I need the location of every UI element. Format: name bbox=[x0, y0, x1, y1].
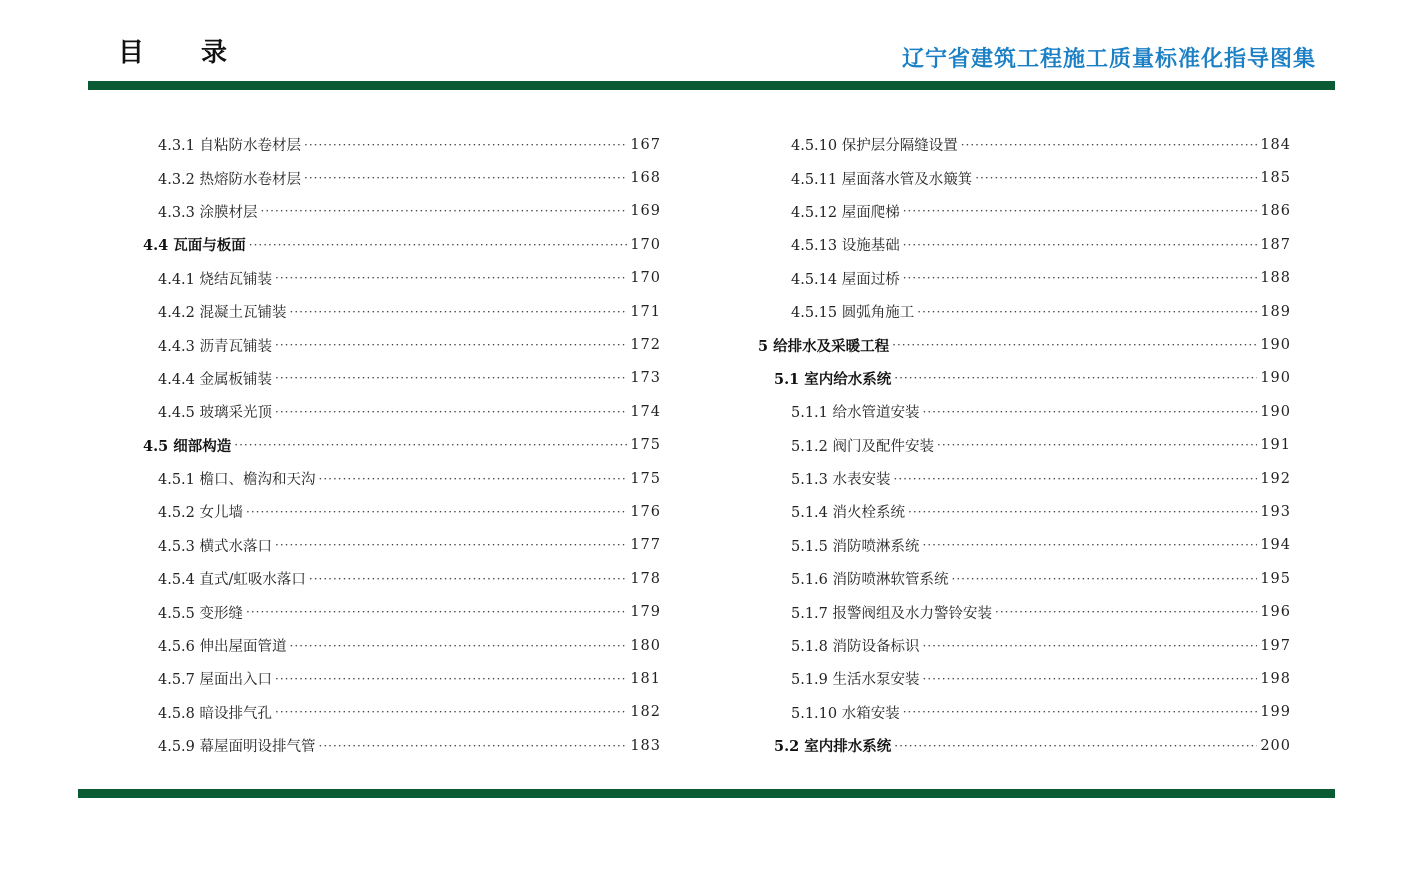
header-divider bbox=[88, 81, 1335, 90]
toc-entry-page: 191 bbox=[1260, 437, 1291, 454]
toc-column-right bbox=[758, 128, 1291, 762]
toc-entry-label: 5.1.4 消火栓系统 bbox=[791, 505, 906, 522]
toc-leader-dots bbox=[304, 171, 627, 185]
toc-entry-page: 173 bbox=[630, 370, 661, 387]
toc-entry-page: 200 bbox=[1260, 737, 1291, 754]
toc-entry-label: 4.5 细部构造 bbox=[143, 437, 232, 455]
toc-entry-label: 5.1.10 水箱安装 bbox=[791, 705, 900, 722]
toc-entry-page: 180 bbox=[630, 637, 661, 654]
toc-entry[interactable] bbox=[758, 462, 1291, 495]
toc-entry-page: 195 bbox=[1260, 570, 1291, 587]
toc-leader-dots bbox=[261, 204, 628, 218]
toc-leader-dots bbox=[892, 338, 1257, 352]
toc-leader-dots bbox=[903, 238, 1258, 252]
toc-leader-dots bbox=[937, 438, 1257, 452]
toc-entry-label: 4.5.14 屋面过桥 bbox=[791, 271, 900, 288]
toc-entry[interactable] bbox=[758, 562, 1291, 595]
toc-entry-page: 179 bbox=[630, 604, 661, 621]
toc-leader-dots bbox=[309, 572, 627, 586]
toc-entry-label: 5.1.6 消防喷淋软管系统 bbox=[791, 572, 949, 589]
toc-entry-label: 5.1.7 报警阀组及水力警铃安装 bbox=[791, 605, 993, 622]
toc-entry[interactable] bbox=[143, 429, 661, 462]
toc-leader-dots bbox=[290, 639, 628, 653]
toc-leader-dots bbox=[903, 271, 1258, 285]
toc-leader-dots bbox=[975, 171, 1257, 185]
toc-leader-dots bbox=[246, 505, 627, 519]
toc-entry-label: 4.5.4 直式/虹吸水落口 bbox=[158, 572, 306, 589]
toc-entry-page: 178 bbox=[630, 570, 661, 587]
toc-entry[interactable] bbox=[758, 662, 1291, 695]
toc-entry-label: 5.1 室内给水系统 bbox=[774, 370, 892, 388]
toc-entry[interactable] bbox=[758, 696, 1291, 729]
toc-entry-page: 190 bbox=[1260, 337, 1291, 354]
toc-entry[interactable] bbox=[758, 161, 1291, 194]
toc-entry[interactable] bbox=[143, 295, 661, 328]
toc-entry-label: 5.1.8 消防设备标识 bbox=[791, 639, 920, 656]
toc-entry[interactable] bbox=[758, 595, 1291, 628]
toc-entry[interactable] bbox=[758, 128, 1291, 161]
toc-leader-dots bbox=[917, 305, 1257, 319]
toc-entry-label: 5.1.2 阀门及配件安装 bbox=[791, 438, 935, 455]
toc-entry-label: 4.5.1 檐口、檐沟和天沟 bbox=[158, 472, 316, 489]
toc-entry-label: 4.5.15 圆弧角施工 bbox=[791, 305, 915, 322]
toc-entry-page: 199 bbox=[1260, 704, 1291, 721]
toc-entry-page: 190 bbox=[1260, 370, 1291, 387]
toc-leader-dots bbox=[894, 371, 1257, 385]
toc-entry-label: 4.4.2 混凝土瓦铺装 bbox=[158, 305, 287, 322]
toc-leader-dots bbox=[894, 472, 1258, 486]
toc-leader-dots bbox=[234, 438, 627, 452]
toc-entry-label: 5.1.5 消防喷淋系统 bbox=[791, 538, 920, 555]
toc-leader-dots bbox=[903, 204, 1258, 218]
toc-entry-label: 4.3.3 涂膜材层 bbox=[158, 204, 258, 221]
toc-entry-label: 4.4 瓦面与板面 bbox=[143, 237, 246, 255]
toc-leader-dots bbox=[923, 405, 1258, 419]
toc-entry-page: 170 bbox=[630, 270, 661, 287]
toc-entry-page: 185 bbox=[1260, 170, 1291, 187]
toc-entry[interactable] bbox=[758, 195, 1291, 228]
toc-entry-label: 4.5.9 幕屋面明设排气管 bbox=[158, 739, 316, 756]
toc-entry-page: 192 bbox=[1260, 470, 1291, 487]
page-title: 目 录 bbox=[118, 38, 252, 68]
toc-entry[interactable] bbox=[143, 195, 661, 228]
toc-entry[interactable] bbox=[143, 495, 661, 528]
toc-leader-dots bbox=[903, 705, 1258, 719]
toc-entry-label: 4.5.5 变形缝 bbox=[158, 605, 244, 622]
toc-leader-dots bbox=[319, 472, 628, 486]
toc-entry[interactable] bbox=[143, 729, 661, 762]
toc-entry-label: 4.5.8 暗设排气孔 bbox=[158, 705, 273, 722]
toc-entry[interactable] bbox=[758, 495, 1291, 528]
toc-entry-page: 194 bbox=[1260, 537, 1291, 554]
toc-entry-page: 172 bbox=[630, 337, 661, 354]
toc-entry[interactable] bbox=[758, 328, 1291, 361]
toc-entry-label: 5.2 室内排水系统 bbox=[774, 738, 892, 756]
toc-leader-dots bbox=[995, 605, 1257, 619]
document-brand-title: 辽宁省建筑工程施工质量标准化指导图集 bbox=[901, 47, 1316, 72]
toc-entry-page: 190 bbox=[1260, 403, 1291, 420]
toc-entry[interactable] bbox=[758, 228, 1291, 261]
toc-entry-page: 175 bbox=[630, 470, 661, 487]
toc-leader-dots bbox=[275, 271, 627, 285]
toc-entry-page: 188 bbox=[1260, 270, 1291, 287]
toc-entry-label: 5 给排水及采暖工程 bbox=[758, 337, 890, 355]
toc-entry-label: 4.5.3 横式水落口 bbox=[158, 538, 273, 555]
toc-entry-page: 189 bbox=[1260, 303, 1291, 320]
toc-entry[interactable] bbox=[758, 295, 1291, 328]
toc-entry[interactable] bbox=[758, 729, 1291, 762]
toc-entry-label: 4.5.13 设施基础 bbox=[791, 238, 900, 255]
toc-entry-page: 196 bbox=[1260, 604, 1291, 621]
toc-entry-label: 4.5.6 伸出屋面管道 bbox=[158, 639, 287, 656]
toc-entry[interactable] bbox=[143, 529, 661, 562]
toc-entry-label: 4.5.12 屋面爬梯 bbox=[791, 204, 900, 221]
toc-entry[interactable] bbox=[143, 328, 661, 361]
toc-leader-dots bbox=[275, 405, 627, 419]
toc-entry-label: 4.4.4 金属板铺装 bbox=[158, 371, 273, 388]
toc-leader-dots bbox=[304, 138, 627, 152]
toc-entry-label: 4.4.1 烧结瓦铺装 bbox=[158, 271, 273, 288]
footer-divider bbox=[78, 789, 1335, 798]
toc-leader-dots bbox=[246, 605, 627, 619]
toc-leader-dots bbox=[275, 672, 627, 686]
toc-entry-label: 4.5.2 女儿墙 bbox=[158, 505, 244, 522]
toc-entry-label: 5.1.9 生活水泵安装 bbox=[791, 672, 920, 689]
toc-entry[interactable] bbox=[758, 395, 1291, 428]
toc-entry-label: 4.3.2 热熔防水卷材层 bbox=[158, 171, 302, 188]
toc-entry-page: 167 bbox=[630, 136, 661, 153]
toc-entry[interactable] bbox=[758, 629, 1291, 662]
toc-leader-dots bbox=[275, 705, 627, 719]
toc-entry[interactable] bbox=[143, 662, 661, 695]
toc-entry-label: 4.5.11 屋面落水管及水簸箕 bbox=[791, 171, 973, 188]
toc-entry-page: 193 bbox=[1260, 503, 1291, 520]
toc-entry-page: 174 bbox=[630, 403, 661, 420]
toc-entry-page: 169 bbox=[630, 203, 661, 220]
toc-leader-dots bbox=[894, 739, 1257, 753]
toc-entry[interactable] bbox=[143, 562, 661, 595]
toc-leader-dots bbox=[923, 672, 1258, 686]
toc-leader-dots bbox=[290, 305, 628, 319]
toc-leader-dots bbox=[249, 238, 628, 252]
toc-leader-dots bbox=[923, 639, 1258, 653]
toc-entry[interactable] bbox=[758, 529, 1291, 562]
toc-leader-dots bbox=[319, 739, 628, 753]
toc-entry-label: 4.3.1 自粘防水卷材层 bbox=[158, 138, 302, 155]
toc-entry-page: 198 bbox=[1260, 670, 1291, 687]
toc-entry-label: 5.1.3 水表安装 bbox=[791, 472, 891, 489]
toc-entry-label: 4.4.5 玻璃采光顶 bbox=[158, 405, 273, 422]
toc-entry[interactable] bbox=[758, 429, 1291, 462]
toc-entry[interactable] bbox=[143, 362, 661, 395]
toc-entry-page: 184 bbox=[1260, 136, 1291, 153]
toc-entry[interactable] bbox=[143, 462, 661, 495]
toc-leader-dots bbox=[275, 371, 627, 385]
toc-entry-label: 4.5.7 屋面出入口 bbox=[158, 672, 273, 689]
toc-entry-page: 168 bbox=[630, 170, 661, 187]
toc-entry-page: 182 bbox=[630, 704, 661, 721]
toc-entry[interactable] bbox=[143, 161, 661, 194]
toc-entry[interactable] bbox=[143, 595, 661, 628]
toc-entry[interactable] bbox=[143, 128, 661, 161]
toc-entry-page: 176 bbox=[630, 503, 661, 520]
toc-leader-dots bbox=[923, 538, 1258, 552]
toc-entry-page: 170 bbox=[630, 236, 661, 253]
toc-entry-page: 197 bbox=[1260, 637, 1291, 654]
toc-entry-page: 186 bbox=[1260, 203, 1291, 220]
toc-entry[interactable] bbox=[143, 395, 661, 428]
toc-entry-label: 5.1.1 给水管道安装 bbox=[791, 405, 920, 422]
toc-entry-page: 183 bbox=[630, 737, 661, 754]
toc-leader-dots bbox=[961, 138, 1258, 152]
toc-entry[interactable] bbox=[758, 362, 1291, 395]
toc-entry-page: 187 bbox=[1260, 236, 1291, 253]
toc-entry[interactable] bbox=[143, 262, 661, 295]
toc-leader-dots bbox=[952, 572, 1258, 586]
toc-entry-label: 4.4.3 沥青瓦铺装 bbox=[158, 338, 273, 355]
toc-entry[interactable] bbox=[758, 262, 1291, 295]
toc-leader-dots bbox=[275, 338, 627, 352]
toc-leader-dots bbox=[908, 505, 1257, 519]
toc-entry[interactable] bbox=[143, 629, 661, 662]
toc-entry-page: 171 bbox=[630, 303, 661, 320]
toc-entry[interactable] bbox=[143, 696, 661, 729]
toc-entry-page: 177 bbox=[630, 537, 661, 554]
toc-entry-page: 181 bbox=[630, 670, 661, 687]
toc-column-left bbox=[143, 128, 661, 762]
toc-leader-dots bbox=[275, 538, 627, 552]
toc-entry[interactable] bbox=[143, 228, 661, 261]
toc-entry-label: 4.5.10 保护层分隔缝设置 bbox=[791, 138, 958, 155]
toc-entry-page: 175 bbox=[630, 437, 661, 454]
